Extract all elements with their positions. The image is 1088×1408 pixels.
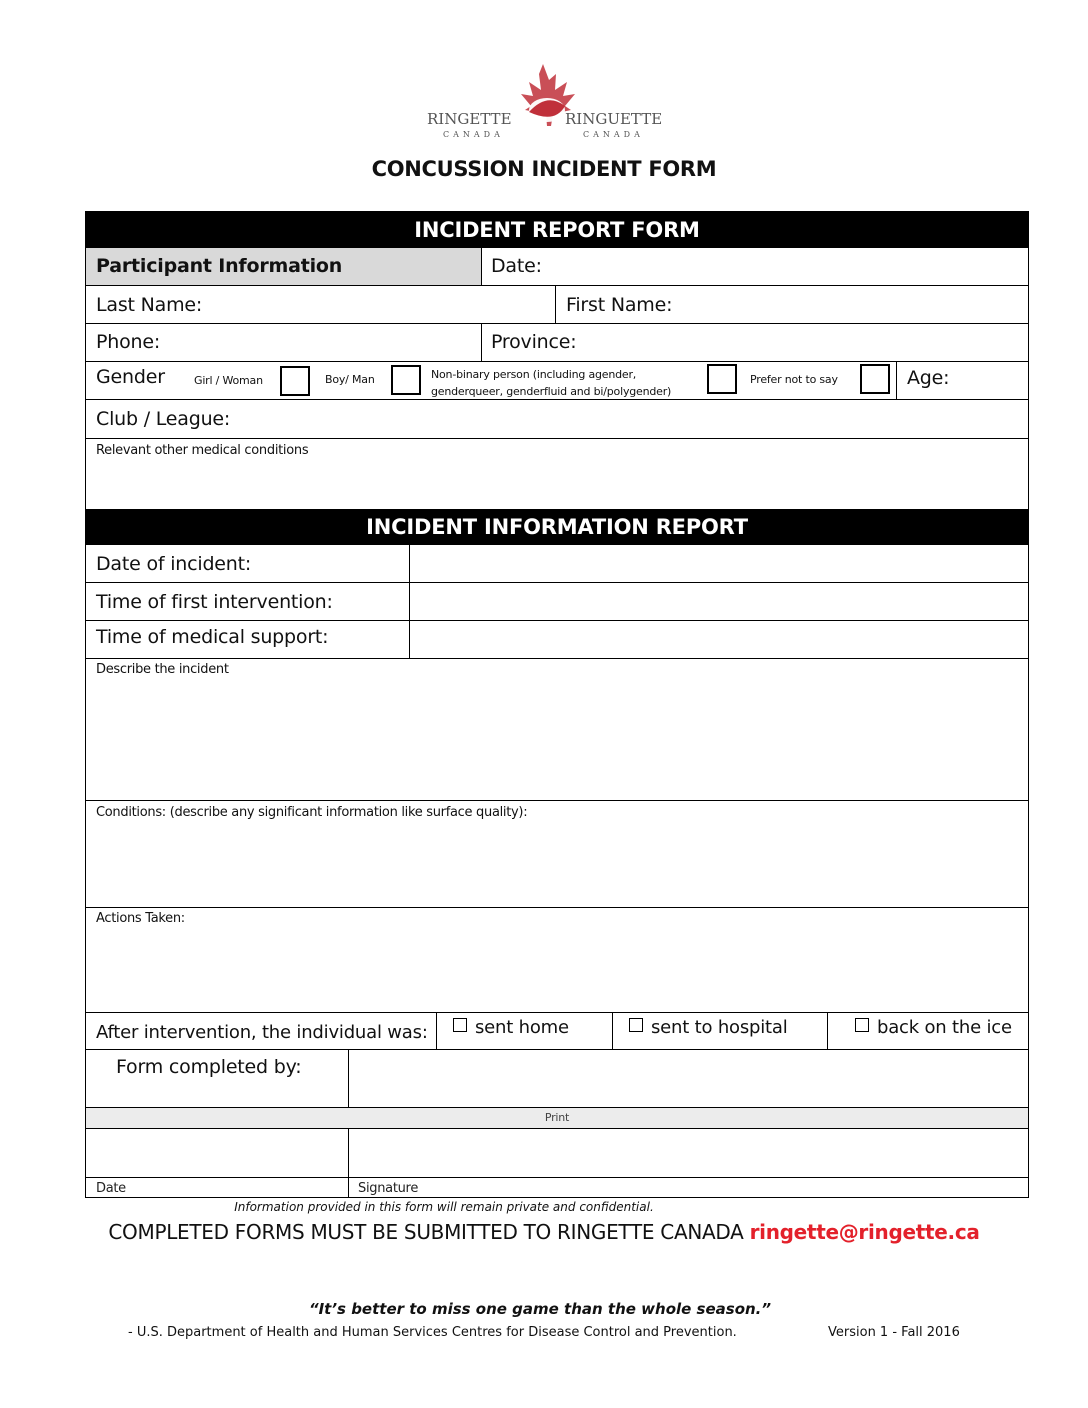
gender-option-girl-woman: Girl / Woman <box>194 374 263 387</box>
logo-left-sub: CANADA <box>443 130 504 139</box>
ringette-canada-logo <box>425 62 665 142</box>
outcome-back-on-ice[interactable]: back on the ice <box>855 1017 1012 1038</box>
date-field[interactable]: Date: <box>491 255 542 277</box>
time-medical-support-input[interactable] <box>410 620 1028 658</box>
gender-option-non-binary-detail: genderqueer, genderfluid and bi/polygender) <box>431 385 672 398</box>
gender-label: Gender <box>96 366 165 388</box>
submit-instructions <box>0 1220 1088 1244</box>
incident-information-header: INCIDENT INFORMATION REPORT <box>86 509 1028 545</box>
outcome-sent-to-hospital[interactable]: sent to hospital <box>629 1017 788 1038</box>
time-first-intervention-label: Time of first intervention: <box>96 591 333 613</box>
conditions-field[interactable]: Conditions: (describe any significant information like surface quality): <box>96 805 528 820</box>
version-label: Version 1 - Fall 2016 <box>828 1325 960 1340</box>
logo-right-text: RINGUETTE <box>565 110 663 128</box>
age-field[interactable]: Age: <box>907 367 950 389</box>
form-completed-by-input[interactable] <box>349 1049 1028 1107</box>
incident-report-header: INCIDENT REPORT FORM <box>86 212 1028 248</box>
submit-text: COMPLETED FORMS MUST BE SUBMITTED TO RINGETTE CANADA <box>108 1220 744 1244</box>
checkbox-sent-to-hospital[interactable] <box>629 1018 643 1032</box>
date-of-incident-input[interactable] <box>410 545 1028 582</box>
actions-taken-field[interactable]: Actions Taken: <box>96 911 185 926</box>
medical-conditions-field[interactable]: Relevant other medical conditions <box>96 443 309 458</box>
gender-option-prefer-not: Prefer not to say <box>750 373 838 386</box>
gender-option-non-binary: Non-binary person (including agender, <box>431 368 637 381</box>
form-completed-by-label: Form completed by: <box>116 1056 302 1078</box>
logo-right-sub: CANADA <box>583 130 644 139</box>
participant-info-label: Participant Information <box>96 255 343 277</box>
last-name-field[interactable]: Last Name: <box>96 294 203 316</box>
gender-option-boy-man: Boy/ Man <box>325 373 375 386</box>
document-title: CONCUSSION INCIDENT FORM <box>371 157 717 181</box>
signature-caption: Signature <box>358 1181 419 1196</box>
date-caption: Date <box>96 1181 126 1196</box>
checkbox-prefer-not[interactable] <box>860 364 890 394</box>
describe-incident-field[interactable]: Describe the incident <box>96 662 229 677</box>
date-input[interactable] <box>86 1129 348 1177</box>
time-first-intervention-input[interactable] <box>410 582 1028 620</box>
outcome-sent-home[interactable]: sent home <box>453 1017 569 1038</box>
checkbox-girl-woman[interactable] <box>280 366 310 396</box>
privacy-note: Information provided in this form will remain private and confidential. <box>234 1200 654 1214</box>
first-name-field[interactable]: First Name: <box>566 294 673 316</box>
after-intervention-label: After intervention, the individual was: <box>96 1022 428 1043</box>
province-field[interactable]: Province: <box>491 331 577 353</box>
attribution: - U.S. Department of Health and Human Services Centres for Disease Control and Prevention. <box>128 1325 737 1340</box>
club-league-field[interactable]: Club / League: <box>96 408 231 430</box>
incident-form <box>85 211 1029 1198</box>
checkbox-non-binary[interactable] <box>707 364 737 394</box>
checkbox-sent-home[interactable] <box>453 1018 467 1032</box>
phone-field[interactable]: Phone: <box>96 331 161 353</box>
logo-left-text: RINGETTE <box>427 110 512 128</box>
print-caption: Print <box>544 1111 570 1124</box>
time-medical-support-label: Time of medical support: <box>96 626 329 648</box>
checkbox-boy-man[interactable] <box>391 365 421 395</box>
submit-email-link[interactable]: ringette@ringette.ca <box>749 1220 980 1244</box>
checkbox-back-on-ice[interactable] <box>855 1018 869 1032</box>
signature-input[interactable] <box>349 1129 1028 1177</box>
date-of-incident-label: Date of incident: <box>96 553 252 575</box>
quote: “It’s better to miss one game than the whole season.” <box>308 1300 772 1318</box>
